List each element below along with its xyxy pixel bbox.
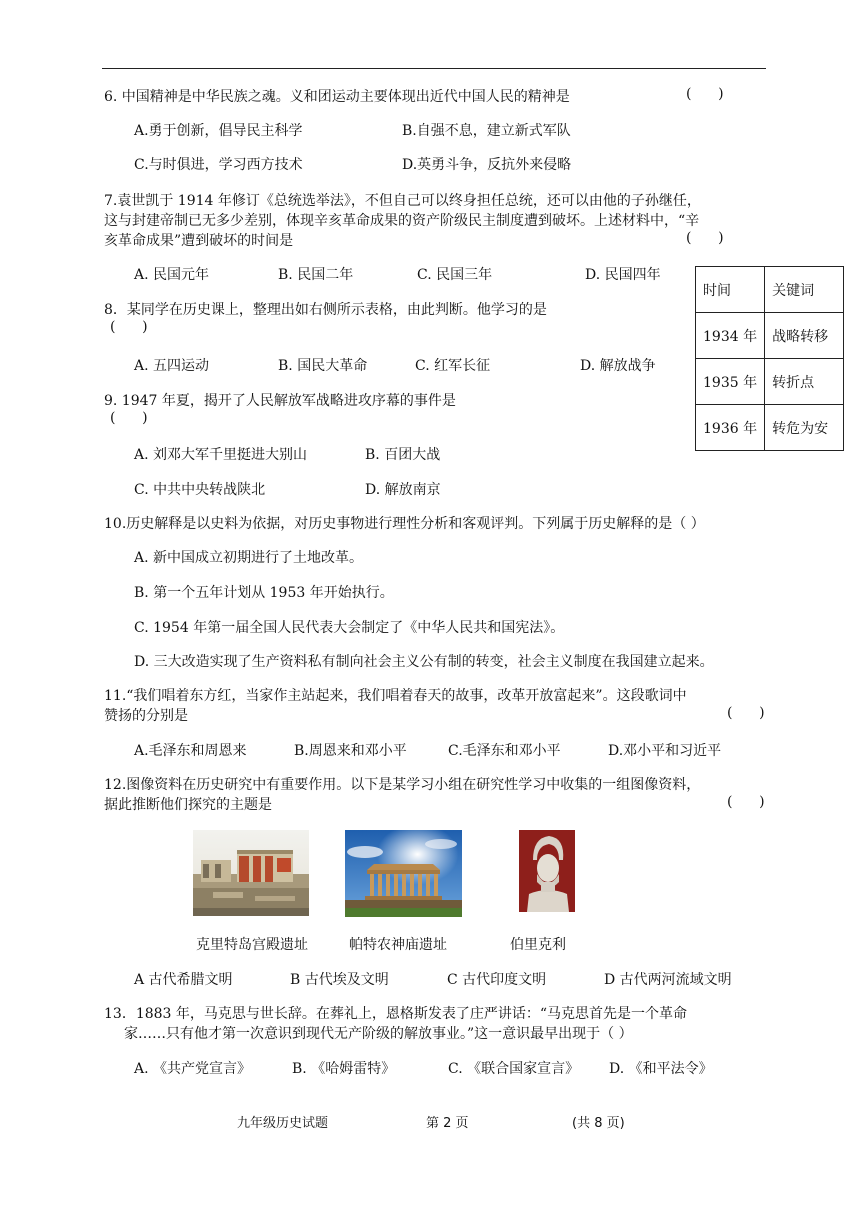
q11-line1: 11.“我们唱着东方红，当家作主站起来，我们唱着春天的故事，改革开放富起来”。这段歌词中 [104, 688, 687, 704]
q13-option-c: C. 《联合国家宣言》 [448, 1061, 580, 1077]
table-cell-keyword: 战略转移 [765, 313, 844, 359]
q12-option-d: D 古代两河流域文明 [604, 972, 732, 988]
q11-option-d: D.邓小平和习近平 [608, 743, 722, 759]
table-header-row [696, 267, 844, 313]
q8-answer-paren: ( ) [110, 319, 148, 335]
q10-option-c: C. 1954 年第一届全国人民代表大会制定了《中华人民共和国宪法》。 [134, 620, 565, 636]
table-header-time: 时间 [696, 267, 765, 313]
q11-answer-paren: ( ) [727, 705, 765, 721]
q7-option-d: D. 民国四年 [585, 267, 661, 283]
footer-total-pages: (共 8 页) [572, 1116, 625, 1131]
q6-stem: 6. 中国精神是中华民族之魂。义和团运动主要体现出近代中国人民的精神是 [104, 89, 570, 105]
q11-option-a: A.毛泽东和周恩来 [134, 743, 247, 759]
q13-line2: 家……只有他才第一次意识到现代无产阶级的解放事业。”这一意识最早出现于（ ） [124, 1026, 633, 1042]
q13-option-d: D. 《和平法令》 [609, 1061, 713, 1077]
q12-line2: 据此推断他们探究的主题是 [104, 797, 272, 813]
header-rule [102, 68, 766, 69]
q9-stem: 9. 1947 年夏，揭开了人民解放军战略进攻序幕的事件是 [104, 393, 456, 409]
pericles-bust-image [519, 830, 575, 912]
footer-subject: 九年级历史试题 [237, 1116, 329, 1131]
q6-answer-paren: ( ) [686, 86, 724, 102]
parthenon-image [345, 830, 462, 917]
q10-option-d: D. 三大改造实现了生产资料私有制向社会主义公有制的转变，社会主义制度在我国建立起来。 [134, 654, 714, 670]
caption-parthenon: 帕特农神庙遗址 [349, 937, 447, 953]
q11-line2: 赞扬的分别是 [104, 708, 188, 724]
table-cell-year: 1936 年 [696, 405, 765, 451]
q12-option-b: B 古代埃及文明 [290, 972, 389, 988]
table-row [696, 405, 844, 451]
q8-option-d: D. 解放战争 [580, 358, 656, 374]
q9-option-c: C. 中共中央转战陕北 [134, 482, 266, 498]
q13-line1: 13．1883 年，马克思与世长辞。在葬礼上，恩格斯发表了庄严讲话：“马克思首先是一个革命 [104, 1006, 688, 1022]
table-cell-year: 1934 年 [696, 313, 765, 359]
caption-knossos: 克里特岛宫殿遗址 [196, 937, 308, 953]
table-header-keyword: 关键词 [765, 267, 844, 313]
q9-answer-paren: ( ) [110, 410, 148, 426]
q7-option-a: A. 民国元年 [134, 267, 210, 283]
q10-option-b: B. 第一个五年计划从 1953 年开始执行。 [134, 585, 394, 601]
q10-option-a: A. 新中国成立初期进行了土地改革。 [134, 550, 364, 566]
q7-option-c: C. 民国三年 [417, 267, 493, 283]
q12-option-a: A 古代希腊文明 [134, 972, 233, 988]
table-cell-keyword: 转折点 [765, 359, 844, 405]
q6-option-d: D.英勇斗争，反抗外来侵略 [402, 157, 572, 173]
q12-option-c: C 古代印度文明 [447, 972, 547, 988]
q6-option-c: C.与时俱进，学习西方技术 [134, 157, 303, 173]
q8-stem: 8．某同学在历史课上，整理出如右侧所示表格，由此判断。他学习的是 [104, 302, 547, 318]
q9-option-a: A. 刘邓大军千里挺进大别山 [134, 447, 308, 463]
q6-option-a: A.勇于创新，倡导民主科学 [134, 123, 303, 139]
caption-pericles: 伯里克利 [510, 937, 566, 953]
q9-option-d: D. 解放南京 [365, 482, 441, 498]
q7-option-b: B. 民国二年 [278, 267, 354, 283]
q7-line1: 7.袁世凯于 1914 年修订《总统选举法》，不但自己可以终身担任总统，还可以由他的子孙继任， [104, 193, 701, 209]
q7-line2: 这与封建帝制已无多少差别，体现辛亥革命成果的资产阶级民主制度遭到破坏。上述材料中，“辛 [104, 213, 700, 229]
q9-option-b: B. 百团大战 [365, 447, 441, 463]
q13-option-b: B. 《哈姆雷特》 [292, 1061, 396, 1077]
table-cell-keyword: 转危为安 [765, 405, 844, 451]
q8-option-b: B. 国民大革命 [278, 358, 368, 374]
q11-option-b: B.周恩来和邓小平 [294, 743, 407, 759]
q10-stem: 10.历史解释是以史料为依据，对历史事物进行理性分析和客观评判。下列属于历史解释的是（ ） [104, 516, 705, 532]
q8-option-c: C. 红军长征 [415, 358, 491, 374]
q12-answer-paren: ( ) [727, 794, 765, 810]
q13-option-a: A. 《共产党宣言》 [134, 1061, 252, 1077]
table-row [696, 359, 844, 405]
table-cell-year: 1935 年 [696, 359, 765, 405]
table-row [696, 313, 844, 359]
keyword-table [695, 266, 844, 451]
q7-answer-paren: ( ) [686, 230, 724, 246]
q11-option-c: C.毛泽东和邓小平 [448, 743, 561, 759]
knossos-palace-image [193, 830, 309, 916]
q6-option-b: B.自强不息，建立新式军队 [402, 123, 571, 139]
q12-line1: 12.图像资料在历史研究中有重要作用。以下是某学习小组在研究性学习中收集的一组图像资料， [104, 777, 701, 793]
q7-line3: 亥革命成果”遭到破坏的时间是 [104, 233, 294, 249]
footer-page-number: 第 2 页 [426, 1116, 469, 1131]
q8-option-a: A. 五四运动 [134, 358, 210, 374]
